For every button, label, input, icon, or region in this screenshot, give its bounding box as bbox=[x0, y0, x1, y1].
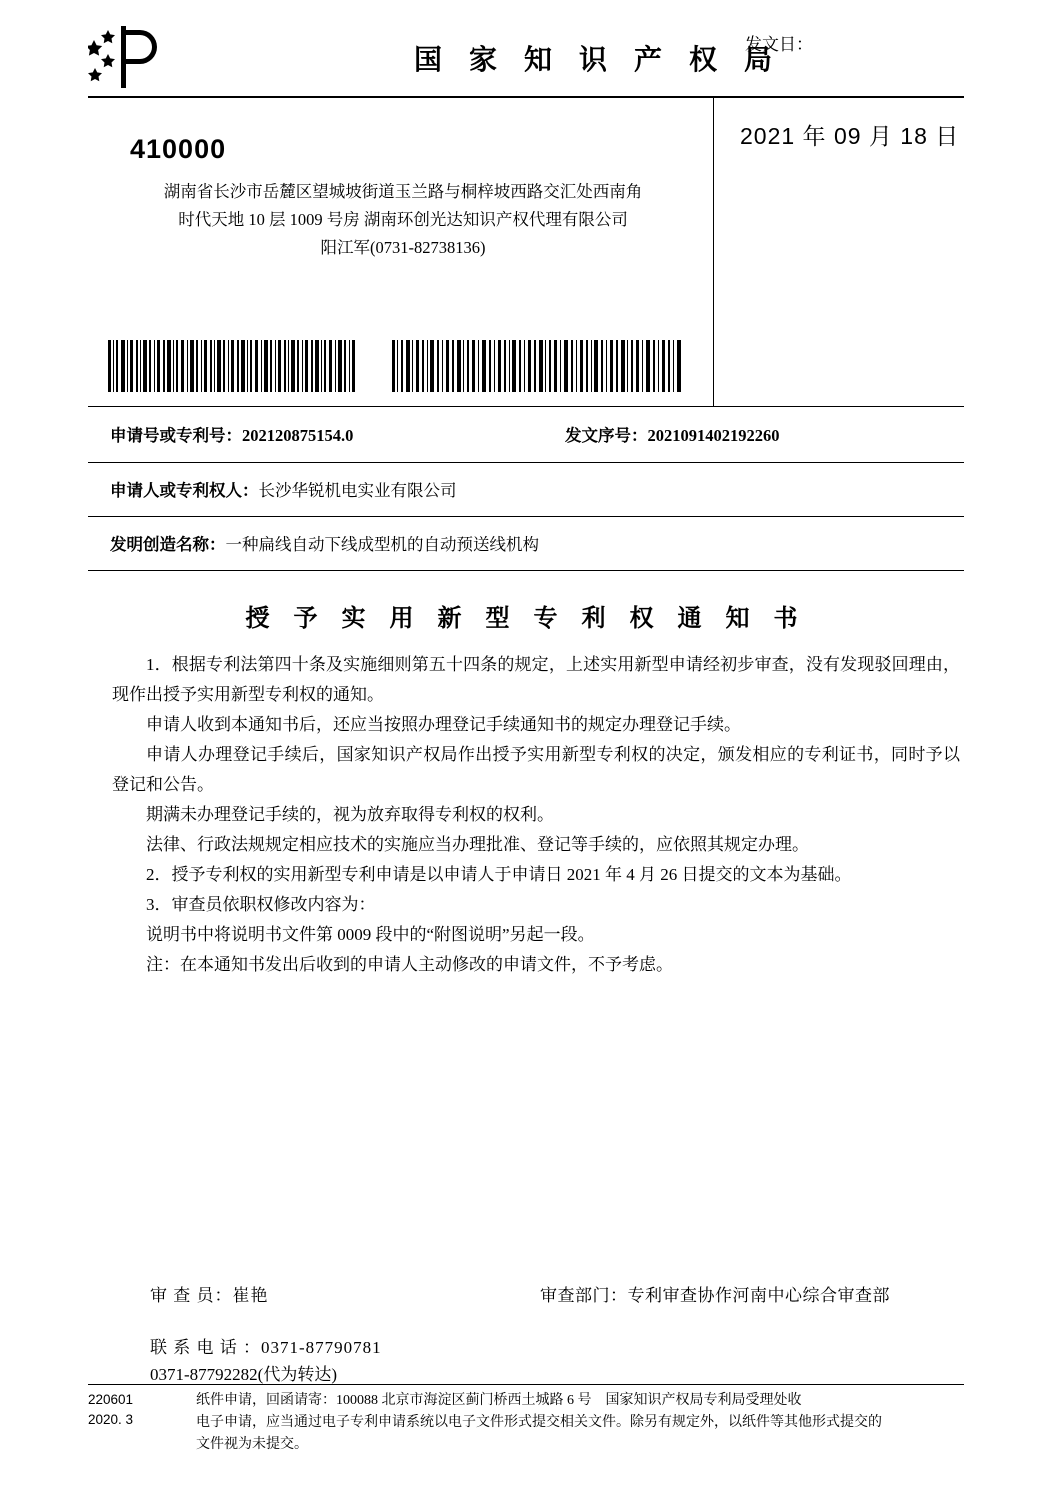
dispatch-date-value: 2021 年 09 月 18 日 bbox=[740, 123, 960, 149]
dispatch-number-field bbox=[565, 422, 780, 446]
body-paragraph-5: 法律、行政法规规定相应技术的实施应当办理批准、登记等手续的，应依照其规定办理。 bbox=[146, 835, 809, 854]
form-code: 220601 bbox=[88, 1392, 134, 1407]
footer-notes bbox=[196, 1390, 966, 1456]
cnipa-emblem-icon bbox=[88, 24, 160, 90]
department-label: 审查部门： bbox=[540, 1286, 628, 1305]
body-paragraph-3: 申请人办理登记手续后，国家知识产权局作出授予实用新型专利权的决定，颁发相应的专利证书，同时予以登记和公告。 bbox=[112, 745, 960, 794]
form-code-block bbox=[88, 1390, 133, 1430]
application-number-value: 202120875154.0 bbox=[242, 426, 354, 445]
body-paragraph-1: 1．根据专利法第四十条及实施细则第五十四条的规定，上述实用新型申请经初步审查，没有发现驳回理由，现作出授予实用新型专利权的通知。 bbox=[112, 655, 960, 704]
application-number-label: 申请号或专利号： bbox=[110, 426, 242, 445]
department-value: 专利审查协作河南中心综合审查部 bbox=[627, 1286, 890, 1305]
office-title: 国 家 知 识 产 权 局 bbox=[413, 45, 782, 76]
department-field bbox=[540, 1281, 890, 1306]
footer-divider bbox=[88, 1384, 964, 1385]
address-line-3: 阳江军(0731-82738136) bbox=[320, 238, 486, 257]
footer-line-2: 电子申请，应当通过电子专利申请系统以电子文件形式提交相关文件。除另有规定外，以纸件等其他形式提交的 bbox=[196, 1415, 882, 1430]
field-divider-3 bbox=[88, 516, 964, 517]
examiner-field bbox=[150, 1281, 269, 1306]
application-number-field bbox=[110, 422, 353, 446]
applicant-value: 长沙华锐机电实业有限公司 bbox=[258, 481, 457, 500]
barcode-dispatch-number bbox=[392, 340, 682, 392]
field-divider-1 bbox=[88, 406, 964, 407]
recipient-address bbox=[108, 178, 698, 262]
field-divider-2 bbox=[88, 462, 964, 463]
contact-phone-value: 0371-87790781 bbox=[261, 1338, 382, 1357]
body-paragraph-7: 3．审查员依职权修改内容为： bbox=[146, 895, 376, 914]
invention-title-field bbox=[110, 531, 539, 555]
dispatch-date-label: 发文日： bbox=[745, 35, 813, 54]
body-paragraph-9: 注：在本通知书发出后收到的申请人主动修改的申请文件，不予考虑。 bbox=[146, 955, 673, 974]
barcode-application-number bbox=[108, 340, 356, 392]
contact-phone-label: 联 系 电 话 ： bbox=[150, 1338, 261, 1357]
applicant-field bbox=[110, 477, 457, 501]
dispatch-number-label: 发文序号： bbox=[565, 426, 648, 445]
invention-title-value: 一种扁线自动下线成型机的自动预送线机构 bbox=[225, 535, 539, 554]
body-paragraph-2: 申请人收到本通知书后，还应当按照办理登记手续通知书的规定办理登记手续。 bbox=[146, 715, 741, 734]
footer-line-1: 纸件申请，回函请寄：100088 北京市海淀区蓟门桥西土城路 6 号 国家知识产权局专利局受理处收 bbox=[196, 1393, 802, 1408]
body-paragraph-6: 2．授予专利权的实用新型专利申请是以申请人于申请日 2021 年 4 月 26 日提交的文本为基础。 bbox=[146, 865, 852, 884]
contact-phone-field bbox=[150, 1333, 382, 1358]
invention-title-label: 发明创造名称： bbox=[110, 535, 226, 554]
body-paragraph-4: 期满未办理登记手续的，视为放弃取得专利权的权利。 bbox=[146, 805, 554, 824]
document-body bbox=[112, 650, 960, 980]
postcode: 410000 bbox=[130, 134, 227, 164]
contact-phone-secondary: 0371-87792282(代为转达) bbox=[150, 1365, 337, 1384]
address-line-2: 时代天地 10 层 1009 号房 湖南环创光达知识产权代理有限公司 bbox=[178, 210, 628, 229]
body-paragraph-8: 说明书中将说明书文件第 0009 段中的“附图说明”另起一段。 bbox=[146, 925, 595, 944]
address-date-divider bbox=[713, 98, 714, 406]
examiner-label: 审 查 员： bbox=[150, 1286, 233, 1305]
form-date: 2020. 3 bbox=[88, 1412, 134, 1427]
dispatch-number-value: 2021091402192260 bbox=[647, 426, 780, 445]
examiner-value: 崔艳 bbox=[232, 1286, 269, 1305]
address-line-1: 湖南省长沙市岳麓区望城坡街道玉兰路与桐梓坡西路交汇处西南角 bbox=[163, 182, 643, 201]
document-header bbox=[88, 22, 964, 94]
footer-line-3: 文件视为未提交。 bbox=[196, 1437, 308, 1452]
applicant-label: 申请人或专利权人： bbox=[110, 481, 259, 500]
field-divider-4 bbox=[88, 570, 964, 571]
page-title: 授 予 实 用 新 型 专 利 权 通 知 书 bbox=[245, 606, 807, 632]
